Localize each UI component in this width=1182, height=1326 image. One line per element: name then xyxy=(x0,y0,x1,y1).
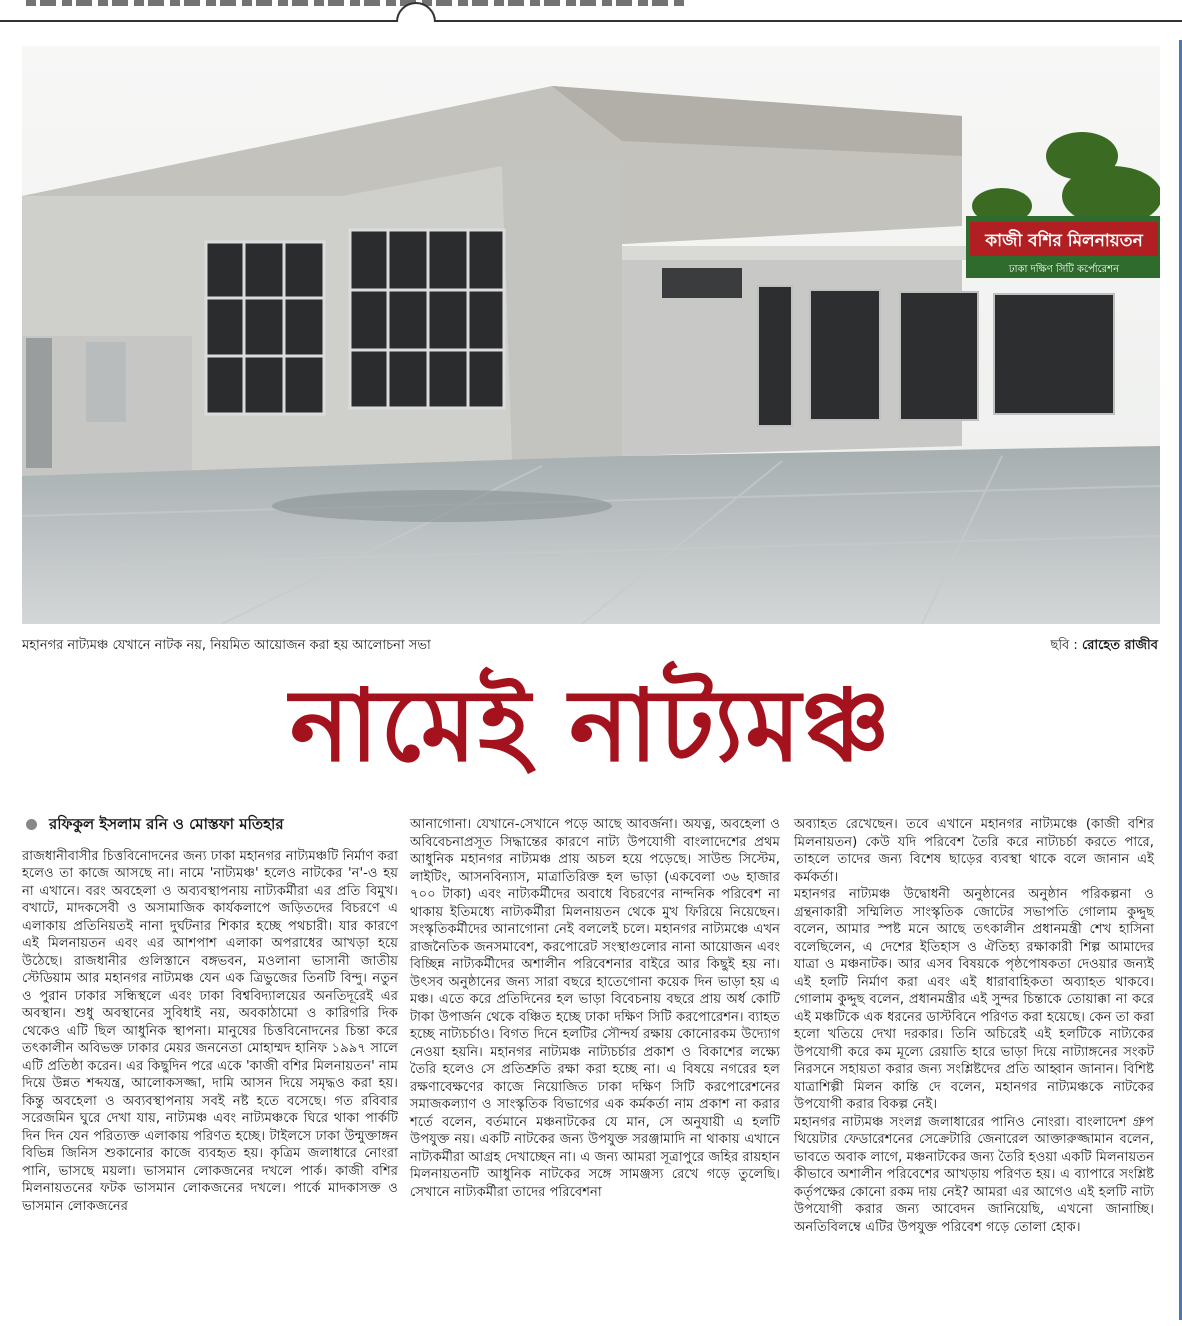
article-column-1 xyxy=(22,816,398,1215)
building-illustration xyxy=(22,46,1160,624)
article-headline: নামেই নাট্যমঞ্চ xyxy=(289,666,893,784)
photo-credit xyxy=(1050,636,1158,657)
bullet-icon xyxy=(26,819,37,830)
plaza xyxy=(22,446,1160,624)
credit-label: ছবি : xyxy=(1050,638,1078,653)
header-rule xyxy=(0,20,1182,22)
page-header-strip xyxy=(0,0,1182,22)
column-3-paragraph-1: অব্যাহত রেখেছেন। তবে এখানে মহানগর নাট্যমঞ্চে (কাজী বশির মিলনায়তন) কেউ যদি পরিবেশ তৈরি করে নাট্যচর্চা করতে পারে, তাহলে তাদের জন্য বিশেষ ছাড়ের ব্যবস্থা থাকে বলে জানান এই কর্মকর্তা। xyxy=(794,817,1154,885)
column-2-text: আনাগোনা। যেখানে-সেখানে পড়ে আছে আবর্জনা। অযত্ন, অবহেলা ও অবিবেচনাপ্রসূত সিদ্ধান্তের কারণে নাট্য উপযোগী বাংলাদেশের প্রথম আধুনিক মহানগর নাট্যমঞ্চ প্রায় অচল হয়ে পড়েছে। সাউন্ড সিস্টেম, লাইটিং, আসনবিন্যাস, মাত্রাতিরিক্ত হল ভাড়া (একবেলা ৩৬ হাজার ৭০০ টাকা) এবং নাট্যকর্মীদের অবাধে বিচরণের নান্দনিক পরিবেশ না থাকায় ইতিমধ্যে নাট্যকর্মীরা মিলনায়তন থেকে মুখ ফিরিয়ে নিয়েছেন। সংস্কৃতিকর্মীদের আনাগোনা নেই বললেই চলে। মহানগর নাট্যমঞ্চে এখন রাজনৈতিক জনসমাবেশ, করপোরেট সংস্থাগুলোর নানা আয়োজন এবং বিচ্ছিন্ন নাট্যকর্মীদের অশালীন পরিবেশনার বাইরে আর কিছুই হয় না। উৎসব অনুষ্ঠানের জন্য সারা বছরে হাতেগোনা কয়েক দিন ভাড়া হয় এ মঞ্চ। এতে করে প্রতিদিনের হল ভাড়া বিবেচনায় বছরে প্রায় অর্ধ কোটি টাকা উপার্জন থেকে বঞ্চিত হচ্ছে ঢাকা দক্ষিণ সিটি করপোরেশন। ব্যাহত হচ্ছে নাট্যচর্চাও। বিগত দিনে হলটির সৌন্দর্য রক্ষায় কোনোরকম উদ্যোগ নেওয়া হয়নি। মহানগর নাট্যমঞ্চ নাট্যচর্চার প্রকাশ ও বিকাশের লক্ষ্যে তৈরি হলেও সে প্রতিশ্রুতি রক্ষা করা হচ্ছে না। এ বিষয়ে নগরের হল রক্ষণাবেক্ষণের কাজে নিয়োজিত ঢাকা দক্ষিণ সিটি করপোরেশনের সমাজকল্যাণ ও সাংস্কৃতিক বিভাগের এক কর্মকর্তা নাম প্রকাশ না করার শর্তে বলেন, বর্তমানে মঞ্চনাটকের যে মান, সে অনুযায়ী এ হলটি উপযুক্ত নয়। একটি নাটকের জন্য উপযুক্ত সরঞ্জামাদি না থাকায় এখানে নাট্যকর্মীরা আগ্রহ দেখাচ্ছেন না। এ জন্য আমরা সূত্রাপুরে জহির রায়হান মিলনায়তনটি আধুনিক নাটকের সঙ্গে সামঞ্জস্য রেখে গড়ে তুলেছি। সেখানে নাট্যকর্মীরা তাদের পরিবেশনা xyxy=(410,817,780,1200)
photo-caption: মহানগর নাট্যমঞ্চ যেখানে নাটক নয়, নিয়মিত আয়োজন করা হয় আলোচনা সভা xyxy=(22,638,431,653)
window-grid-1 xyxy=(206,242,324,414)
sign-title: কাজী বশির মিলনায়তন xyxy=(985,231,1143,251)
header-text-fragment xyxy=(26,0,686,6)
building-sign xyxy=(966,216,1160,278)
window-grid-2 xyxy=(350,230,504,408)
credit-name: রোহেত রাজীব xyxy=(1081,638,1158,653)
article-column-2 xyxy=(410,816,780,1201)
article-photo xyxy=(22,46,1160,624)
header-arch-ornament xyxy=(396,2,436,42)
sign-subtitle: ঢাকা দক্ষিণ সিটি কর্পোরেশন xyxy=(1008,264,1120,275)
puddle xyxy=(272,490,612,522)
article-column-3 xyxy=(794,816,1154,1236)
author-names: রফিকুল ইসলাম রনি ও মোস্তফা মতিহার xyxy=(49,815,284,833)
column-3-paragraph-2: মহানগর নাট্যমঞ্চ উদ্বোধনী অনুষ্ঠানের অনুষ্ঠান পরিকল্পনা ও গ্রন্থনাকারী সম্মিলিত সাংস্কৃতিক জোটের সভাপতি গোলাম কুদ্দুছ বলেন, আমার স্পষ্ট মনে আছে তৎকালীন প্রধানমন্ত্রী শেখ হাসিনা বলেছিলেন, এ দেশের ইতিহাস ও ঐতিহ্য রক্ষাকারী শিল্প আমাদের যাত্রা ও মঞ্চনাটক। আর এসব বিষয়কে পৃষ্ঠপোষকতা দেওয়ার জন্যই এই হলটি নির্মাণ করা এবং এই ধারাবাহিকতা অব্যাহত থাকবে। গোলাম কুদ্দুছ বলেন, প্রধানমন্ত্রীর এই সুন্দর চিন্তাকে তোয়াক্কা না করে এই মঞ্চটিকে এক ধরনের ডাস্টবিনে পরিণত করা হয়েছে। কেন তা করা হলো খতিয়ে দেখা দরকার। তিনি অচিরেই এই হলটিকে নাট্যকের উপযোগী করে কম মূল্যে রেয়াতি হারে ভাড়া দিয়ে নাট্যাঙ্গনের সংকট নিরসনে সহায়তা করার জন্য সংশ্লিষ্টদের প্রতি আহ্বান জানান। বিশিষ্ট যাত্রাশিল্পী মিলন কান্তি দে বলেন, মহানগর নাট্যমঞ্চকে নাটকের উপযোগী করার বিকল্প নেই। xyxy=(794,887,1154,1112)
column-3-paragraph-3: মহানগর নাট্যমঞ্চ সংলগ্ন জলাধারের পানিও নোংরা। বাংলাদেশ গ্রুপ থিয়েটার ফেডারেশনের সেক্রেটারি জেনারেল আক্তারুজ্জামান বলেন, ভাবতে অবাক লাগে, মঞ্চনাটকের জন্য তৈরি হওয়া একটি মিলনায়তন কীভাবে অশালীন পরিবেশের আখড়ায় পরিণত হয়। এ ব্যাপারে সংশ্লিষ্ট কর্তৃপক্ষের কোনো রকম দায় নেই? আমরা এর আগেও এই হলটি নাট্য উপযোগী করার জন্য আবেদন জানিয়েছি, এখনো জানাচ্ছি। অনতিবিলম্বে এটির উপযুক্ত পরিবেশ গড়ে তোলা হোক। xyxy=(794,1114,1154,1235)
byline xyxy=(26,816,398,834)
column-1-text: রাজধানীবাসীর চিত্তবিনোদনের জন্য ঢাকা মহানগর নাট্যমঞ্চটি নির্মাণ করা হলেও তা কাজে আসছে না। নামে 'নাট্যমঞ্চ' হলেও নাটকের 'ন'-ও হয় না এখানে। বরং অবহেলা ও অব্যবস্থাপনায় নাট্যকর্মীরা এর প্রতি বিমুখ। বখাটে, মাদকসেবী ও অসামাজিক কার্যকলাপে জড়িতদের বিচরণে এ এলাকায় প্রতিনিয়তই নানা দুর্ঘটনার শিকার হচ্ছে পথচারী। যার কারণে এই মিলনায়তন এবং এর আশপাশ এলাকা অপরাধের আখড়া হয়ে উঠেছে। রাজধানীর গুলিস্তানে বঙ্গভবন, মওলানা ভাসানী জাতীয় স্টেডিয়াম আর মহানগর নাট্যমঞ্চ যেন এক ত্রিভুজের তিনটি বিন্দু। নতুন ও পুরান ঢাকার সন্ধিস্থলে এবং ঢাকা বিশ্ববিদ্যালয়ের অনতিদূরেই এর অবস্থান। শুধু অবস্থানের সুবিধাই নয়, অবকাঠামো ও কারিগরি দিক থেকেও এটি ছিল আধুনিক স্থাপনা। মানুষের চিত্তবিনোদনের চিন্তা করে তৎকালীন অবিভক্ত ঢাকার মেয়র জননেতা মোহাম্মদ হানিফ ১৯৯৭ সালে এটি প্রতিষ্ঠা করেন। এর কিছুদিন পরে একে 'কাজী বশির মিলনায়তন' নাম দিয়ে উন্নত শব্দযন্ত্র, আলোকসজ্জা, দামি আসন দিয়ে সমৃদ্ধও করা হয়। কিন্তু অবহেলা ও অব্যবস্থাপনায় সবই নষ্ট হতে বসেছে। গত রবিবার সরেজমিন ঘুরে দেখা যায়, নাট্যমঞ্চ এবং নাট্যমঞ্চকে ঘিরে থাকা পার্কটি দিন দিন যেন পরিত্যক্ত এলাকায় পরিণত হচ্ছে। টাইলসে ঢাকা উন্মুক্তাঙ্গন বিভিন্ন জিনিস শুকানোর কাজে ব্যবহৃত হয়। কৃত্রিম জলাধারে নোংরা পানি, ভাসছে ময়লা। ভাসমান লোকজনের দখলে পার্ক। কাজী বশির মিলনায়তনের ফটক ভাসমান লোকজনের দখলে। পার্কে মাদকাসক্ত ও ভাসমান লোকজনের xyxy=(22,848,398,1214)
